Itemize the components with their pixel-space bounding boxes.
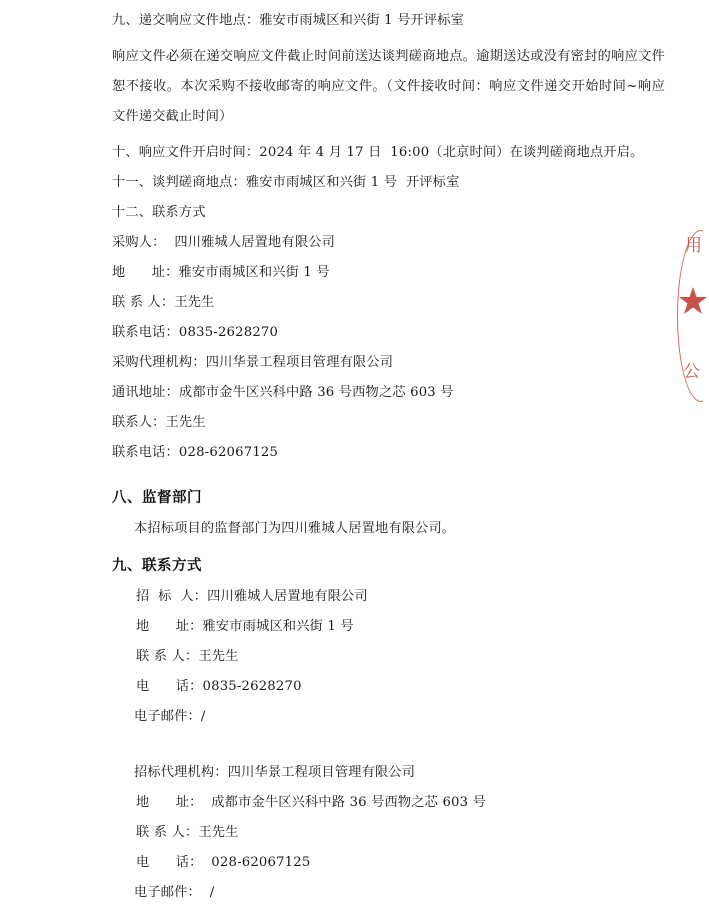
agency-contact-person: 联系人：王先生: [112, 415, 206, 430]
spacer: [112, 732, 665, 758]
contact-purchaser: 采购人： 四川雅城人居置地有限公司: [112, 235, 335, 250]
agency-name: 采购代理机构：四川华景工程项目管理有限公司: [112, 355, 394, 370]
agency-contact-phone: 联系电话：028-62067125: [112, 445, 279, 460]
tenderer-name: 招 标 人：四川雅城人居置地有限公司: [136, 589, 368, 604]
paragraph-line: 十、响应文件开启时间：2024 年 4 月 17 日 16:00（北京时间）在谈判磋商地点开启。: [112, 145, 644, 160]
paragraph-block: 响应文件必须在递交响应文件截止时间前送达谈判磋商地点。逾期送达或没有密封的响应文件恕不接收。本次采购不接收邮寄的响应文件。（文件接收时间：响应文件递交开始时间~响应文件递交截止时间）: [112, 49, 665, 124]
paragraph-line: 十一、谈判磋商地点：雅安市雨城区和兴街 1 号 开评标室: [112, 175, 460, 190]
agency-block-email: 电子邮件： /: [134, 885, 215, 900]
tenderer-contact-person: 联 系 人：王先生: [136, 649, 239, 664]
agency-address: 通讯地址：成都市金牛区兴科中路 36 号西物之芯 603 号: [112, 385, 454, 400]
tenderer-email: 电子邮件：/: [134, 709, 206, 724]
supervision-text: 本招标项目的监督部门为四川雅城人居置地有限公司。: [134, 521, 456, 536]
contact-phone: 联系电话：0835-2628270: [112, 325, 279, 340]
agency-block-phone: 电 话： 028-62067125: [136, 855, 311, 870]
seal-arc: [677, 230, 709, 402]
contact-person: 联 系 人：王先生: [112, 295, 215, 310]
contact-address: 地 址：雅安市雨城区和兴街 1 号: [112, 265, 330, 280]
paragraph-line: 九、递交响应文件地点：雅安市雨城区和兴街 1 号开评标室: [112, 13, 465, 28]
section-heading-supervision: 八、监督部门: [112, 489, 202, 506]
seal-character-text: 用: [685, 236, 702, 256]
spacer: [112, 468, 665, 482]
agency-block-contact-person: 联 系 人：王先生: [136, 825, 239, 840]
agency-block-name: 招标代理机构：四川华景工程项目管理有限公司: [134, 765, 416, 780]
tenderer-address: 地 址：雅安市雨城区和兴街 1 号: [136, 619, 354, 634]
section-heading-contact: 九、联系方式: [112, 557, 202, 574]
seal-character-text: 公: [683, 362, 700, 382]
paragraph-line: 十二、联系方式: [112, 205, 206, 220]
agency-block-address: 地 址： 成都市金牛区兴科中路 36 号西物之芯 603 号: [136, 795, 487, 810]
tenderer-phone: 电 话：0835-2628270: [136, 679, 302, 694]
